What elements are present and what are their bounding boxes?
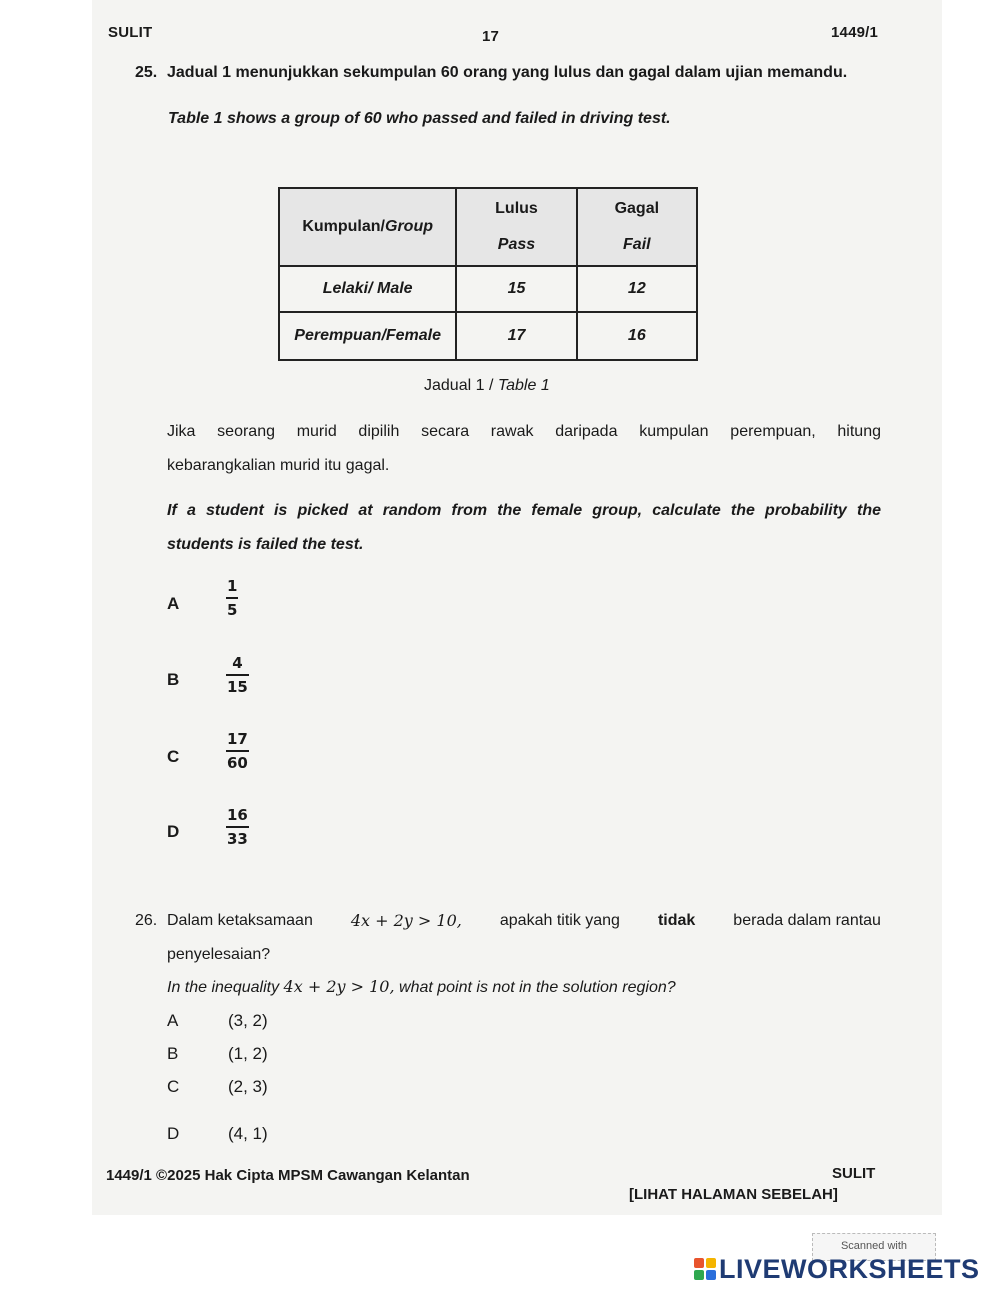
cell-female-pass: 17 xyxy=(456,312,576,360)
footer-next-page: [LIHAT HALAMAN SEBELAH] xyxy=(629,1186,838,1203)
page-number: 17 xyxy=(482,28,500,45)
q26-option-d-value: (4, 1) xyxy=(228,1124,268,1143)
q26-option-a-letter: A xyxy=(167,1011,179,1030)
liveworksheets-icon xyxy=(694,1258,716,1280)
q26-option-d-letter: D xyxy=(167,1124,180,1143)
header-sulit: SULIT xyxy=(108,24,153,41)
q26-number: 26. xyxy=(135,912,158,929)
q26-option-b-value: (1, 2) xyxy=(228,1044,268,1063)
q25-english-question-line1: If a student is picked at random from the female group, calculate the probability the xyxy=(167,502,881,519)
q25-option-c-letter: C xyxy=(167,747,180,766)
exam-page xyxy=(92,0,942,1215)
q25-option-b-fraction: 4 15 xyxy=(227,654,248,696)
q25-option-d-letter: D xyxy=(167,822,180,841)
table-header-fail: Gagal Fail xyxy=(577,188,697,266)
q26-malay-question-line2: penyelesaian? xyxy=(167,946,271,963)
q26-option-a-value: (3, 2) xyxy=(228,1011,268,1030)
table-header-pass: Lulus Pass xyxy=(456,188,576,266)
cell-male-fail: 12 xyxy=(577,266,697,312)
q26-option-b-letter: B xyxy=(167,1044,179,1063)
q25-malay-question-line2: kebarangkalian murid itu gagal. xyxy=(167,457,390,474)
q25-malay-prompt: Jadual 1 menunjukkan sekumpulan 60 orang yang lulus dan gagal dalam ujian memandu. xyxy=(167,64,848,81)
q25-english-prompt: Table 1 shows a group of 60 who passed and failed in driving test. xyxy=(168,110,671,127)
q25-malay-question-line1: Jika seorang murid dipilih secara rawak daripada kumpulan perempuan, hitung xyxy=(167,423,881,440)
q25-option-a-letter: A xyxy=(167,594,180,613)
liveworksheets-logo[interactable] xyxy=(694,1254,980,1284)
table-row xyxy=(279,266,697,312)
q25-option-d-fraction: 16 33 xyxy=(227,806,248,848)
q26-option-c-letter: C xyxy=(167,1077,180,1096)
row-label-female: Perempuan/Female xyxy=(279,312,456,360)
header-paper-code: 1449/1 xyxy=(831,24,879,41)
table-caption: Jadual 1 / Table 1 xyxy=(424,377,550,394)
q25-english-question-line2: students is failed the test. xyxy=(167,536,364,553)
cell-male-pass: 15 xyxy=(456,266,576,312)
footer-sulit: SULIT xyxy=(832,1165,876,1182)
footer-copyright: 1449/1 ©2025 Hak Cipta MPSM Cawangan Kelantan xyxy=(106,1167,470,1184)
q26-option-c-value: (2, 3) xyxy=(228,1077,268,1096)
scanned-with-badge: Scanned with xyxy=(812,1233,936,1261)
table-header-group: Kumpulan/Group xyxy=(279,188,456,266)
table-row xyxy=(279,312,697,360)
q25-option-b-letter: B xyxy=(167,670,180,689)
cell-female-fail: 16 xyxy=(577,312,697,360)
q25-option-a-fraction: 1 5 xyxy=(227,577,238,619)
liveworksheets-wordmark: LIVEWORKSHEETS xyxy=(719,1253,980,1284)
q25-number: 25. xyxy=(135,64,158,81)
row-label-male: Lelaki/ Male xyxy=(279,266,456,312)
q25-option-c-fraction: 17 60 xyxy=(227,730,248,772)
q26-malay-question-line1: Dalam ketaksamaan 4x + 2y > 10, apakah titik yang tidak berada dalam rantau xyxy=(167,911,881,930)
q26-english-question: In the inequality 4x + 2y > 10, what point is not in the solution region? xyxy=(167,977,676,996)
data-table xyxy=(278,187,698,361)
